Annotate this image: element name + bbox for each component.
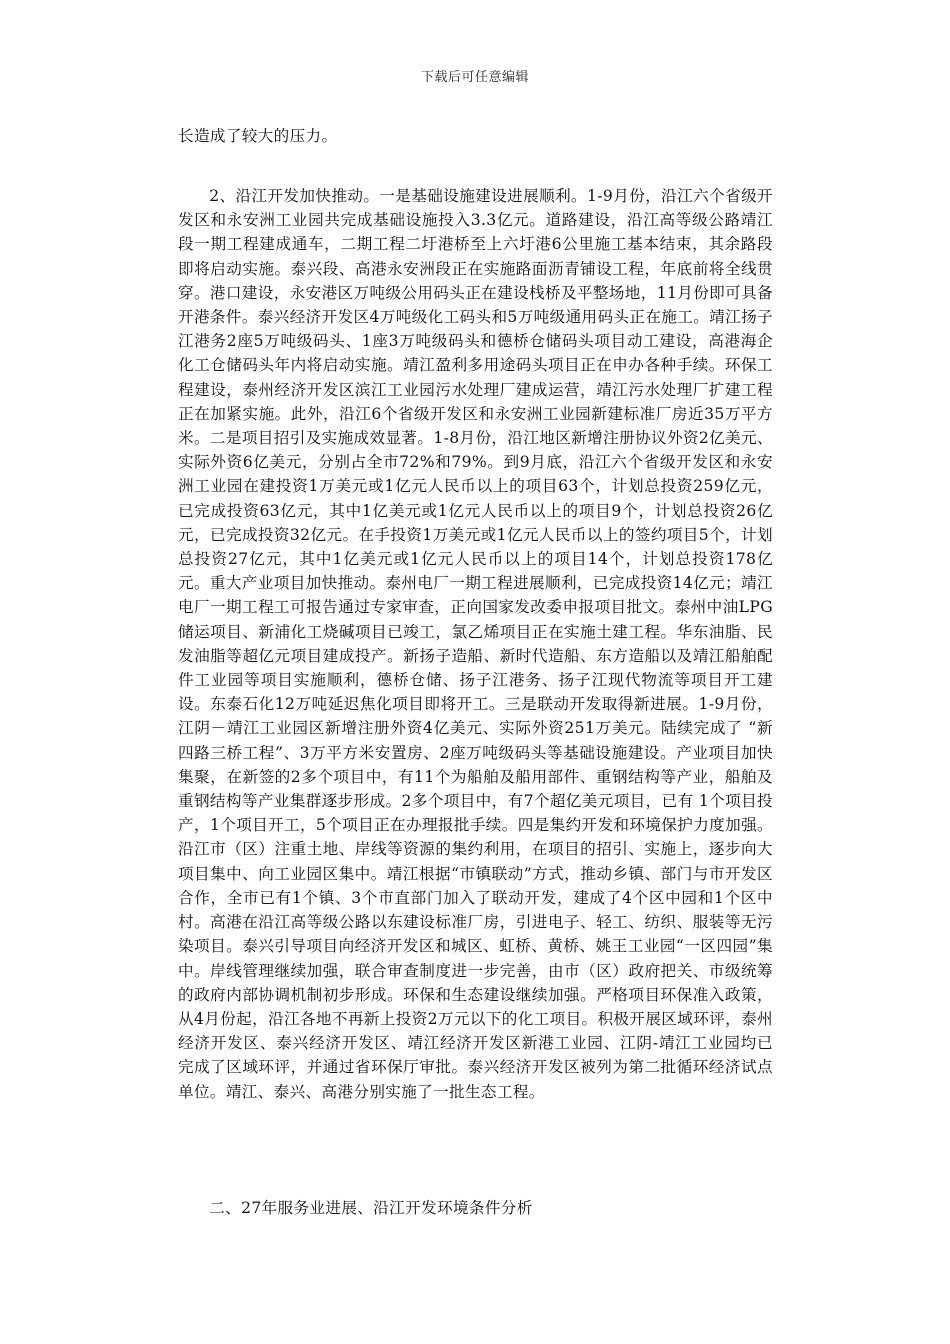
paragraph-continued: 长造成了较大的压力。 bbox=[178, 127, 338, 145]
paragraph-coastal-development: 2、沿江开发加快推动。一是基础设施建设进展顺利。1-9月份，沿江六个省级开发区和永安洲工业园共完成基础设施投入3.3亿元。道路建设，沿江高等级公路靖江段一期工程建成通车，二期工程二圩港桥至上六圩港6公里施工基本结束，其余路段即将启动实施。泰兴段、高港永安洲段正在实施路面沥青铺设工程，年底前将全线贯穿。港口建设，永安港区万吨级公用码头正在建设栈桥及平整场地，11月份即可具备开港条件。泰兴经济开发区4万吨级化工码头和5万吨级通用码头正在施工。靖江扬子江港务2座5万吨级码头、1座3万吨级码头和德桥仓储码头项目动工建设，高港海企化工仓储码头年内将启动实施。靖江盈利多用途码头项目正在申办各种手续。环保工程建设，泰州经济开发区滨江工业园污水处理厂建成运营，靖江污水处理厂扩建工程正在加紧实施。此外，沿江6个省级开发区和永安洲工业园新建标准厂房近35万平方米。二是项目招引及实施成效显著。1-8月份，沿江地区新增注册协议外资2亿美元、实际外资6亿美元，分别占全市72%和79%。到9月底，沿江六个省级开发区和永安洲工业园在建投资1万美元或1亿元人民币以上的项目63个，计划总投资259亿元，已完成投资63亿元，其中1亿美元或1亿元人民币以上的项目9个，计划总投资26亿元，已完成投资32亿元。在手投资1万美元或1亿元人民币以上的签约项目5个，计划总投资27亿元，其中1亿美元或1亿元人民币以上的项目14个，计划总投资178亿元。重大产业项目加快推动。泰州电厂一期工程进展顺利，已完成投资14亿元；靖江电厂一期工程工可报告通过专家审查，正向国家发改委申报项目批文。泰州中油LPG储运项目、新浦化工烧碱项目已竣工，氯乙烯项目正在实施土建工程。华东油脂、民发油脂等超亿元项目建成投产。新扬子造船、新时代造船、东方造船以及靖江船舶配件工业园等项目实施顺利，德桥仓储、扬子江港务、扬子江现代物流等项目开工建设。东泰石化12万吨延迟焦化项目即将开工。三是联动开发取得新进展。1-9月份，江阴－靖江工业园区新增注册外资4亿美元、实际外资251万美元。陆续完成了 “新四路三桥工程”、3万平方米安置房、2座万吨级码头等基础设施建设。产业项目加快集聚，在新签的2多个项目中，有11个为船舶及船用部件、重钢结构等产业，船舶及重钢结构等产业集群逐步形成。2多个项目中，有7个超亿美元项目，已有 1个项目投产，1个项目开工，5个项目正在办理报批手续。四是集约开发和环境保护力度加强。沿江市（区）注重土地、岸线等资源的集约利用，在项目的招引、实施上，逐步向大项目集中、向工业园区集中。靖江根据“市镇联动”方式，推动乡镇、部门与市开发区合作，全市已有1个镇、3个市直部门加入了联动开发，建成了4个区中园和1个区中村。高港在沿江高等级公路以东建设标准厂房，引进电子、轻工、纺织、服装等无污染项目。泰兴引导项目向经济开发区和城区、虹桥、黄桥、姚王工业园“一区四园”集中。岸线管理继续加强，联合审查制度进一步完善，由市（区）政府把关、市级统筹的政府内部协调机制初步形成。环保和生态建设继续加强。严格项目环保准入政策，从4月份起，沿江各地不再新上投资2万元以下的化工项目。积极开展区域环评，泰州经济开发区、泰兴经济开发区、靖江经济开发区新港工业园、江阴-靖江工业园均已完成了区域环评，并通过省环保厅审批。泰兴经济开发区被列为第二批循环经济试点单位。靖江、泰兴、高港分别实施了一批生态工程。 bbox=[178, 187, 773, 1101]
section-heading: 二、27年服务业进展、沿江开发环境条件分析 bbox=[209, 1199, 533, 1217]
page-header: 下载后可任意编辑 bbox=[420, 70, 529, 85]
